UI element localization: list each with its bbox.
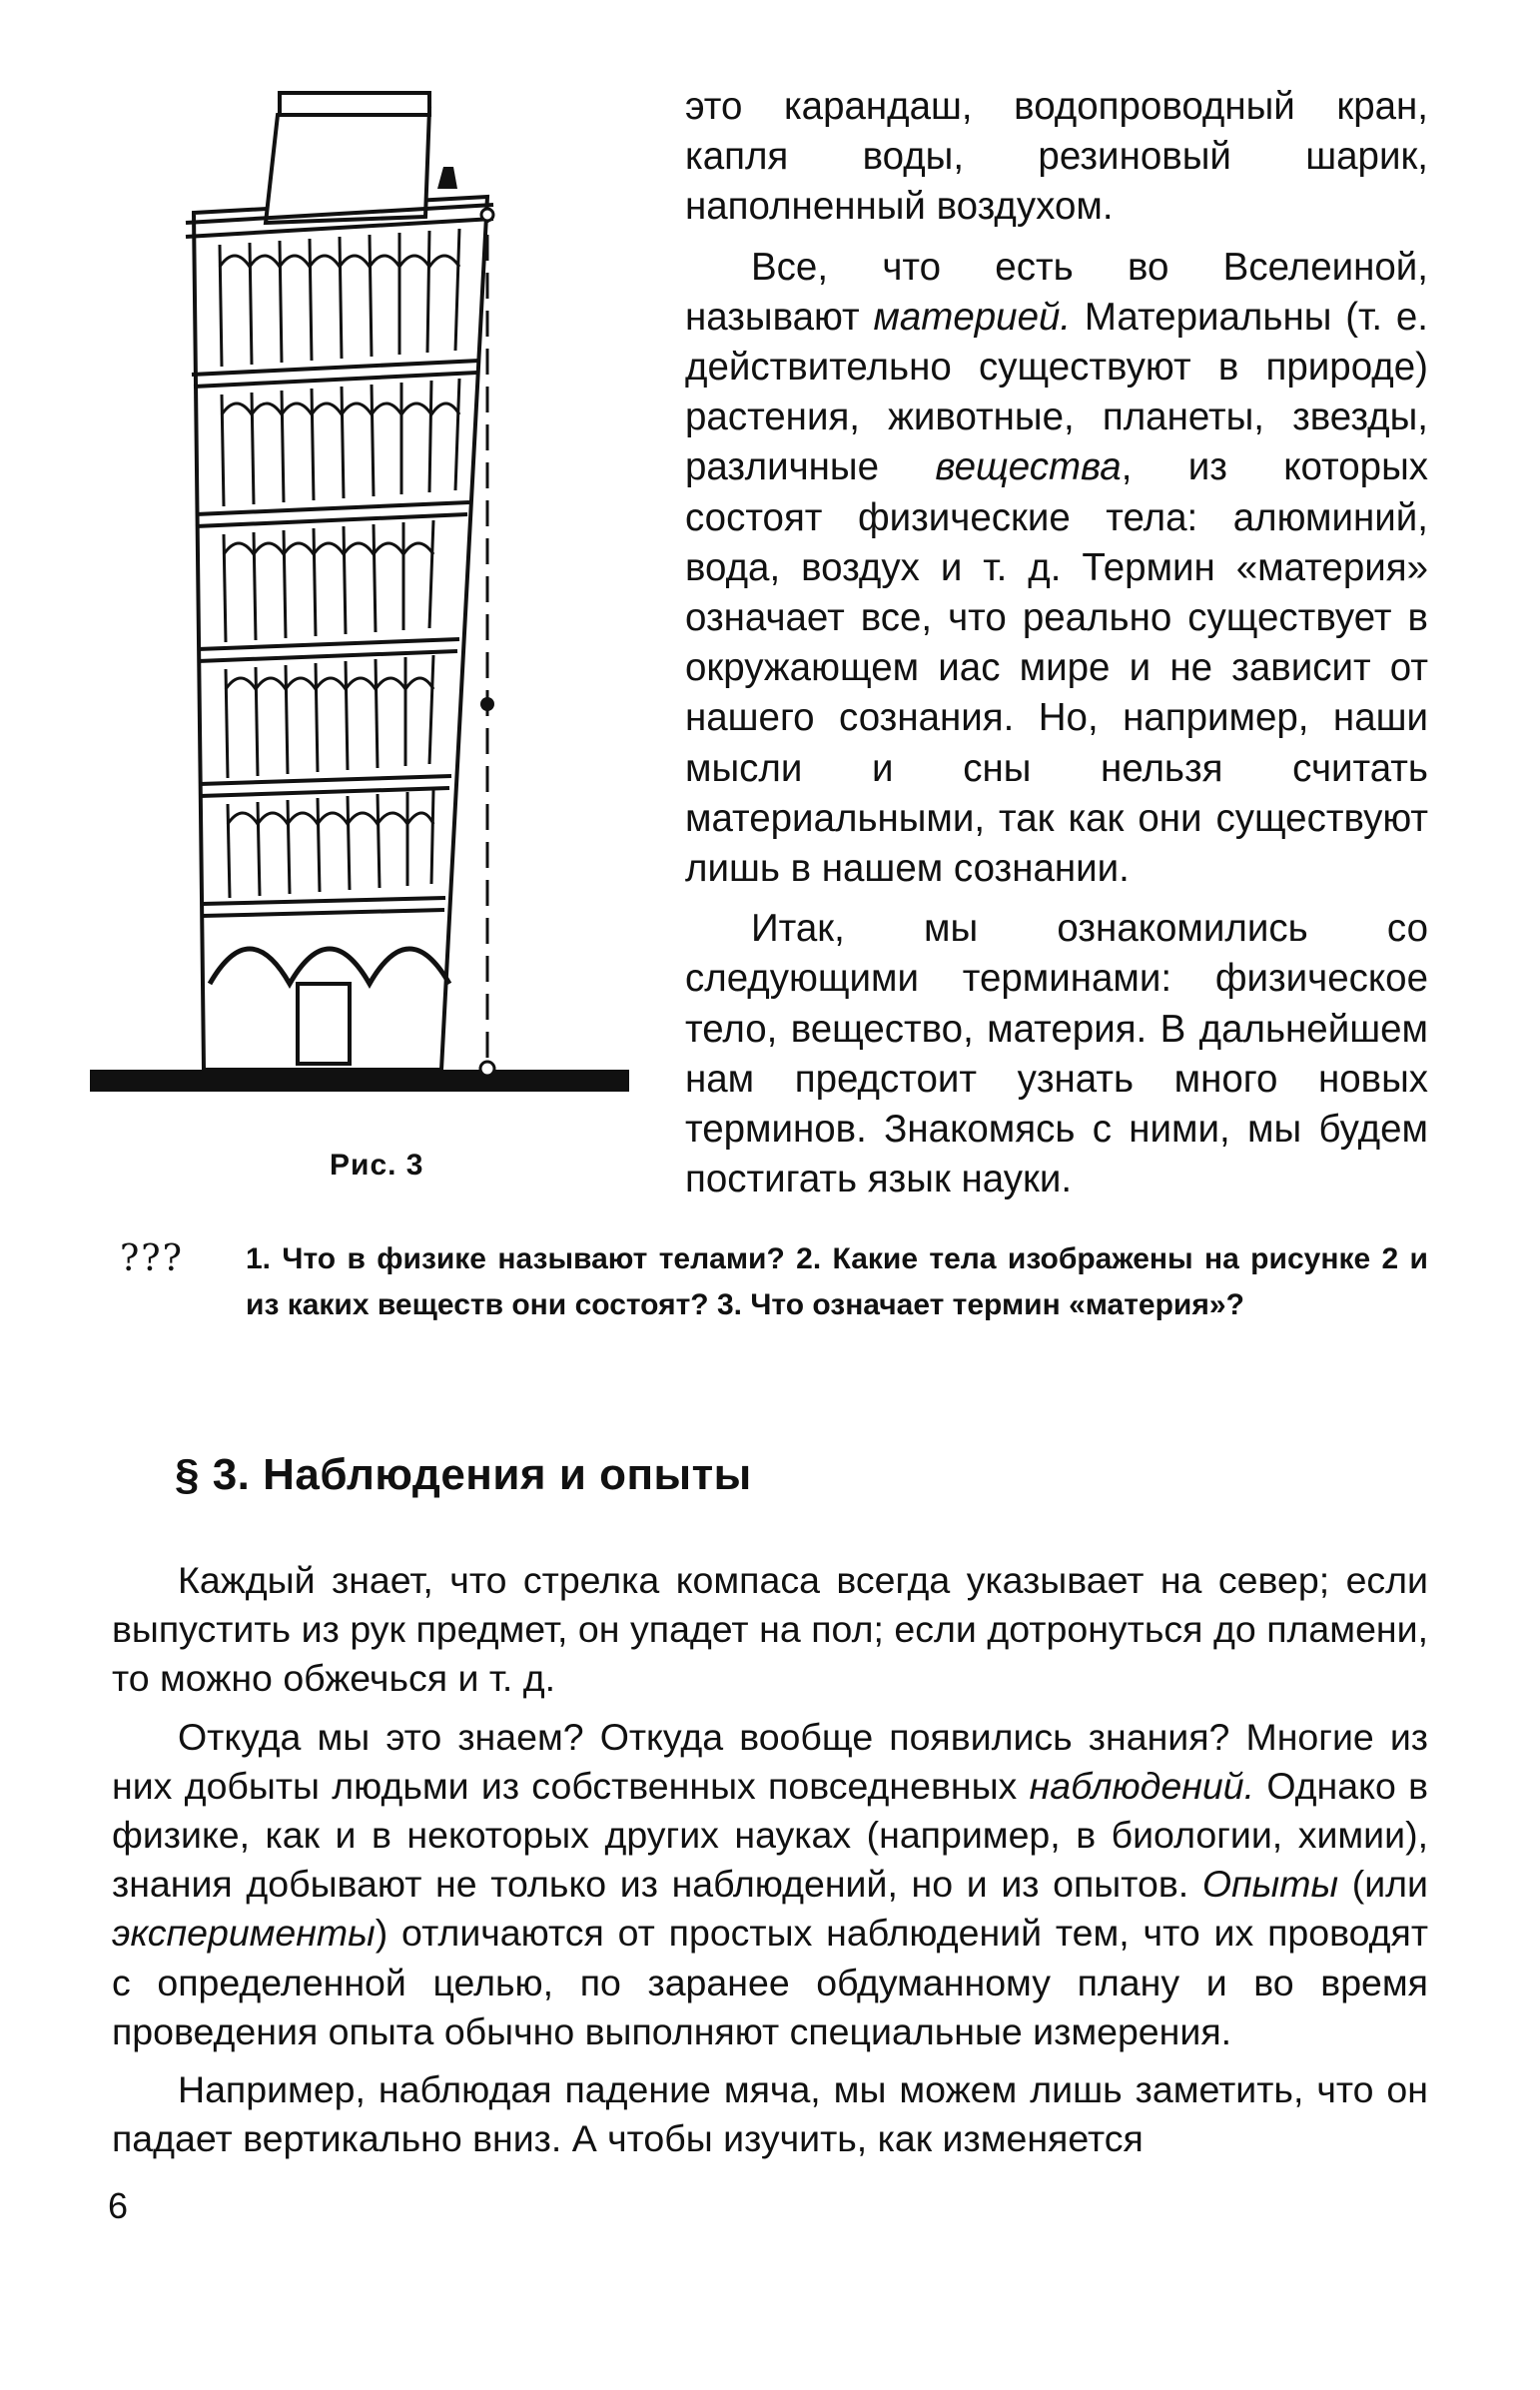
term-matter: материей. [873,295,1072,339]
question-marks-icon: ??? [120,1238,184,1279]
text-span: Откуда мы это знаем? Откуда вообще появились знания? Многие из них добыты людьми из собственных повседневных [112,1715,1428,1807]
review-questions [120,1236,1428,1328]
body-paragraph-3: Например, наблюдая падение мяча, мы можем лишь заметить, что он падает вертикально вниз. А чтобы изучить, как изменяется [112,2068,1428,2160]
right-column-text [685,82,1428,1204]
right-paragraph-1: это карандаш, водопроводный кран, капля воды, резиновый шарик, наполненный воздухом. [685,85,1428,229]
right-paragraph-2 [685,243,1428,895]
text-span: ) отличаются от простых наблюдений тем, что их проводят с определенной целью, по заранее обдуманному плану и во время проведения опыта обычно выполняют специальные измерения. [112,1912,1428,2052]
body-text [112,1556,1428,2163]
questions-text: 1. Что в физике называют телами? 2. Какие тела изображены на рисунке 2 и из каких веществ они состоят? 3. Что означает термин «материя»? [246,1242,1428,1321]
body-paragraph-2 [112,1713,1428,2056]
right-paragraph-3: Итак, мы ознакомились со следующими терминами: физическое тело, вещество, материя. В дальнейшем нам предстоит узнать много новых терминов. Знакомясь с ними, мы будем постигать язык науки. [685,907,1428,1201]
term-experiments-alt: эксперименты [112,1912,376,1955]
page-number: 6 [108,2185,129,2226]
text-span: , из которых состоят физические тела: алюминий, вода, воздух и т. д. Термин «материя» означает все, что реально существует в окружающем иас мире и не зависит от нашего сознания. Но, например, наши мысли и сны нельзя считать материальными, так как они существуют лишь в нашем сознании. [685,445,1428,891]
text-span: Однако в физике, как и в некоторых других науках (например, в биологии, химии), знания добывают не только из наблюдений, но и из опытов. [112,1764,1429,1906]
text-span: Материальны (т. е. действительно существуют в природе) растения, животные, планеты, звезды, различные [685,295,1428,489]
term-substances: вещества [935,445,1122,489]
figure-caption: Рис. 3 [330,1149,424,1182]
term-experiments: Опыты [1201,1863,1339,1906]
section-heading: § 3. Наблюдения и опыты [175,1450,752,1499]
leaning-tower-illustration [90,85,649,1213]
figure-leaning-tower [90,85,649,1213]
term-observations: наблюдений. [1029,1764,1255,1807]
text-span: (или [1338,1863,1428,1906]
body-paragraph-1: Каждый знает, что стрелка компаса всегда указывает на север; если выпустить из рук предмет, он упадет на пол; если дотронуться до пламени, то можно обжечься и т. д. [112,1559,1428,1700]
text-span: Все, что есть во Вселеиной, называют [685,245,1428,339]
